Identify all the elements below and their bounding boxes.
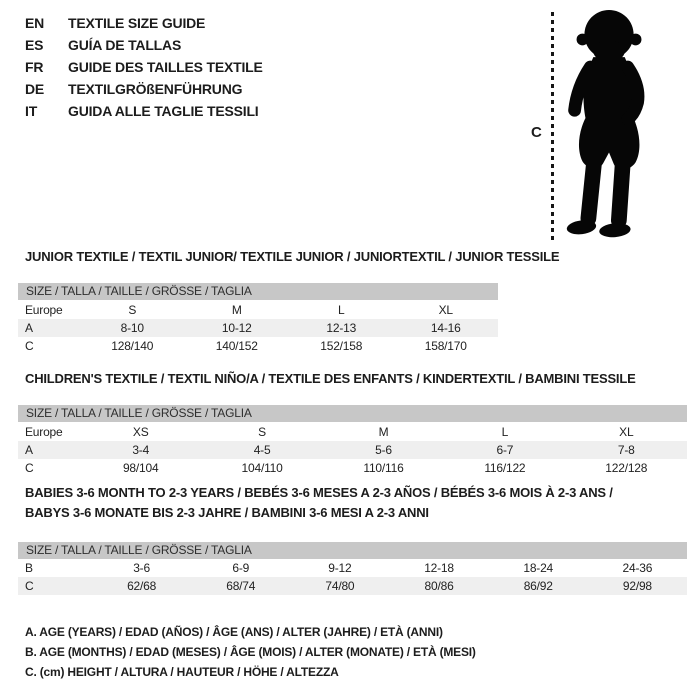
language-row-de	[25, 78, 263, 100]
size-cell: L	[338, 303, 345, 317]
age-cell: 3-4	[132, 443, 150, 457]
age-cell: 3-6	[133, 561, 150, 575]
age-cell: 12-13	[326, 321, 357, 335]
language-title: GUIDE DES TAILLES TEXTILE	[68, 59, 263, 75]
babies-size-table	[18, 559, 687, 595]
language-code: IT	[25, 103, 38, 119]
junior-size-table	[18, 301, 498, 355]
height-cell: 62/68	[127, 579, 157, 593]
table-row	[18, 459, 687, 477]
children-size-table	[18, 423, 687, 477]
age-cell: 14-16	[430, 321, 461, 335]
section-title-children: CHILDREN'S TEXTILE / TEXTIL NIÑO/A / TEXTILE DES ENFANTS / KINDERTEXTIL / BAMBINI TESSILE	[25, 371, 636, 386]
table-row	[18, 577, 687, 595]
language-row-fr	[25, 56, 263, 78]
age-cell: 6-9	[232, 561, 250, 575]
language-code: EN	[25, 15, 45, 31]
size-cell: XS	[132, 425, 149, 439]
table-row	[18, 337, 498, 355]
height-cell: 152/158	[320, 339, 363, 353]
height-measure-label: C	[531, 124, 542, 141]
height-cell: 122/128	[605, 461, 648, 475]
legend-line-a: A. AGE (YEARS) / EDAD (AÑOS) / ÂGE (ANS) / ALTER (JAHRE) / ETÀ (ANNI)	[25, 625, 443, 639]
legend-line-b: B. AGE (MONTHS) / EDAD (MESES) / ÂGE (MOIS) / ALTER (MONATE) / ETÀ (MESI)	[25, 645, 476, 659]
age-cell: 6-7	[496, 443, 514, 457]
age-cell: 5-6	[375, 443, 392, 457]
row-label: A	[25, 443, 33, 457]
height-cell: 158/170	[424, 339, 467, 353]
age-cell: 18-24	[523, 561, 554, 575]
table-row	[18, 319, 498, 337]
age-cell: 12-18	[424, 561, 454, 575]
age-cell: 7-8	[617, 443, 635, 457]
size-cell: M	[231, 303, 242, 317]
height-cell: 140/152	[215, 339, 258, 353]
section-title-babies-line2: BABYS 3-6 MONATE BIS 2-3 JAHRE / BAMBINI 3-6 MESI A 2-3 ANNI	[25, 505, 429, 520]
row-label: C	[25, 579, 34, 593]
row-label: Europe	[25, 303, 63, 317]
age-cell: 4-5	[253, 443, 271, 457]
section-title-babies-line1: BABIES 3-6 MONTH TO 2-3 YEARS / BEBÉS 3-6 MESES A 2-3 AÑOS / BÉBÉS 3-6 MOIS À 2-3 ANS /	[25, 485, 613, 500]
language-code: FR	[25, 59, 44, 75]
language-row-es	[25, 34, 263, 56]
height-cell: 104/110	[241, 461, 283, 475]
language-row-it	[25, 100, 263, 122]
age-cell: 24-36	[622, 561, 653, 575]
size-header-bar-babies: SIZE / TALLA / TAILLE / GRÖSSE / TAGLIA	[18, 542, 687, 559]
height-cell: 68/74	[226, 579, 256, 593]
row-label: C	[25, 461, 34, 475]
height-cell: 92/98	[622, 579, 652, 593]
size-header-bar-junior: SIZE / TALLA / TAILLE / GRÖSSE / TAGLIA	[18, 283, 498, 300]
size-cell: M	[378, 425, 389, 439]
language-title: GUÍA DE TALLAS	[68, 37, 182, 53]
language-list	[25, 12, 263, 122]
size-cell: S	[128, 303, 137, 317]
row-label: A	[25, 321, 33, 335]
size-cell: S	[258, 425, 266, 439]
height-cell: 116/122	[484, 461, 526, 475]
toddler-silhouette-icon	[560, 8, 660, 244]
size-cell: XL	[438, 303, 453, 317]
language-title: GUIDA ALLE TAGLIE TESSILI	[68, 103, 259, 119]
size-header-bar-children: SIZE / TALLA / TAILLE / GRÖSSE / TAGLIA	[18, 405, 687, 422]
size-cell: XL	[619, 425, 634, 439]
size-cell: L	[501, 425, 509, 439]
height-cell: 80/86	[424, 579, 454, 593]
height-cell: 110/116	[363, 461, 404, 475]
row-label: B	[25, 561, 33, 575]
row-label: C	[25, 339, 34, 353]
legend	[25, 622, 476, 682]
age-cell: 9-12	[328, 561, 352, 575]
language-row-en	[25, 12, 263, 34]
language-title: TEXTILGRÖßENFÜHRUNG	[68, 81, 243, 97]
language-title: TEXTILE SIZE GUIDE	[68, 15, 206, 31]
row-label: Europe	[25, 425, 63, 439]
table-row	[18, 301, 498, 319]
height-cell: 98/104	[122, 461, 159, 475]
legend-line-c: C. (cm) HEIGHT / ALTURA / HAUTEUR / HÖHE / ALTEZZA	[25, 665, 339, 679]
table-row	[18, 423, 687, 441]
table-row	[18, 441, 687, 459]
language-code: DE	[25, 81, 45, 97]
height-cell: 86/92	[523, 579, 553, 593]
height-cell: 74/80	[325, 579, 355, 593]
age-cell: 10-12	[221, 321, 252, 335]
section-title-junior: JUNIOR TEXTILE / TEXTIL JUNIOR/ TEXTILE JUNIOR / JUNIORTEXTIL / JUNIOR TESSILE	[25, 249, 560, 264]
age-cell: 8-10	[120, 321, 144, 335]
height-cell: 128/140	[111, 339, 154, 353]
height-measure-line	[551, 12, 554, 243]
language-code: ES	[25, 37, 44, 53]
table-row	[18, 559, 687, 577]
